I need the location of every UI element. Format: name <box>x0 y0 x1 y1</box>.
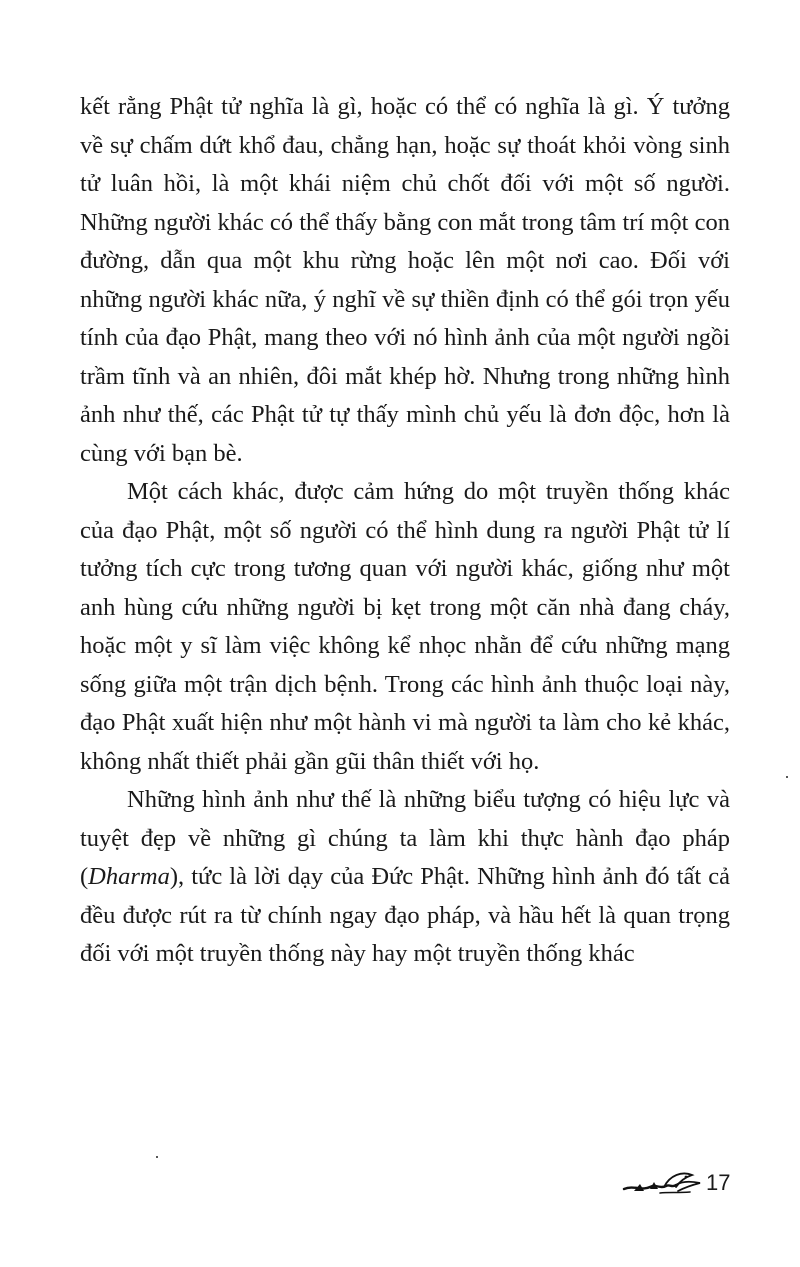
body-text <box>80 88 730 974</box>
page-footer <box>620 1165 740 1205</box>
paragraph-3-text-after: ), tức là lời dạy của Đức Phật. Những hình ảnh đó tất cả đều được rút ra từ chính ngay đạo pháp, và hầu hết là quan trọng đối với một truyền thống này hay một truyền thống khác <box>80 863 730 967</box>
page-number: 17 <box>706 1170 731 1195</box>
paragraph-3-italic-term: Dharma <box>88 863 170 890</box>
paragraph-1: kết rằng Phật tử nghĩa là gì, hoặc có thể có nghĩa là gì. Ý tưởng về sự chấm dứt khổ đau, chẳng hạn, hoặc sự thoát khỏi vòng sinh tử luân hồi, là một khái niệm chủ chốt đối với một số người. Những người khác có thể thấy bằng con mắt trong tâm trí một con đường, dẫn qua một khu rừng hoặc lên một nơi cao. Đối với những người khác nữa, ý nghĩ về sự thiền định có thể gói trọn yếu tính của đạo Phật, mang theo với nó hình ảnh của một người ngồi trầm tĩnh và an nhiên, đôi mắt khép hờ. Nhưng trong những hình ảnh như thế, các Phật tử tự thấy mình chủ yếu là đơn độc, hơn là cùng với bạn bè. <box>80 93 730 467</box>
paragraph-2: Một cách khác, được cảm hứng do một truyền thống khác của đạo Phật, một số người có thể hình dung ra người Phật tử lí tưởng tích cực trong tương quan với người khác, giống như một anh hùng cứu những người bị kẹt trong một căn nhà đang cháy, hoặc một y sĩ làm việc không kể nhọc nhằn để cứu những mạng sống giữa một trận dịch bệnh. Trong các hình ảnh thuộc loại này, đạo Phật xuất hiện như một hành vi mà người ta làm cho kẻ khác, không nhất thiết phải gần gũi thân thiết với họ. <box>80 478 730 775</box>
paragraph-3-text-before: Những hình ảnh như thế là những biểu tượng có hiệu lực và tuyệt đẹp về những gì chúng ta làm khi thực hành đạo pháp ( <box>80 786 730 890</box>
paragraph-3 <box>80 781 730 974</box>
print-speck <box>786 776 788 778</box>
decorative-fish-ornament-icon <box>620 1167 704 1197</box>
print-speck <box>156 1156 158 1158</box>
